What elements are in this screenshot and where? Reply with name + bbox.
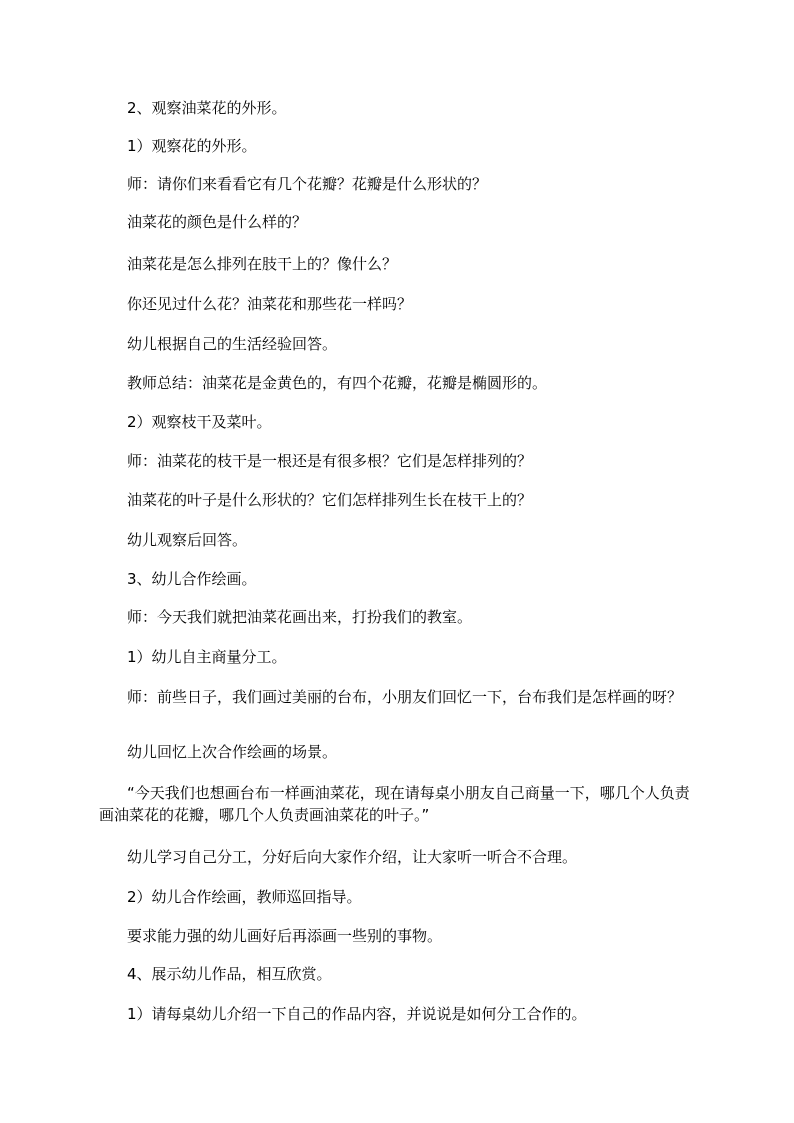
paragraph-question-arrangement: 油菜花是怎么排列在肢干上的？像什么？ bbox=[127, 255, 398, 273]
paragraph-children-division: 幼儿学习自己分工，分好后向大家作介绍，让大家听一听合不合理。 bbox=[127, 848, 578, 866]
paragraph-question-leaves: 油菜花的叶子是什么形状的？它们怎样排列生长在枝干上的？ bbox=[127, 491, 533, 509]
paragraph-question-color: 油菜花的颜色是什么样的？ bbox=[127, 213, 308, 231]
paragraph-children-observe-answer: 幼儿观察后回答。 bbox=[127, 531, 248, 549]
paragraph-teacher-summary: 教师总结：油菜花是金黄色的，有四个花瓣，花瓣是椭圆形的。 bbox=[127, 374, 548, 392]
paragraph-teacher-question-petals: 师：请你们来看看它有几个花瓣？花瓣是什么形状的？ bbox=[127, 175, 488, 193]
subheading-observe-stems-leaves: 2）观察枝干及菜叶。 bbox=[127, 413, 272, 431]
paragraph-teacher-draw-today: 师：今天我们就把油菜花画出来，打扮我们的教室。 bbox=[127, 608, 473, 626]
paragraph-question-stems: 师：油菜花的枝干是一根还是有很多根？它们是怎样排列的？ bbox=[127, 452, 533, 470]
subheading-introduce-works: 1）请每桌幼儿介绍一下自己的作品内容，并说说是如何分工合作的。 bbox=[127, 1005, 587, 1023]
subheading-observe-flower-shape: 1）观察花的外形。 bbox=[127, 137, 257, 155]
section-heading-observe-shape: 2、观察油菜花的外形。 bbox=[127, 99, 287, 117]
subheading-discuss-division: 1）幼儿自主商量分工。 bbox=[127, 648, 287, 666]
paragraph-teacher-recall-tablecloth: 师：前些日子，我们画过美丽的台布，小朋友们回忆一下，台布我们是怎样画的呀？ bbox=[127, 688, 683, 706]
paragraph-children-recall: 幼儿回忆上次合作绘画的场景。 bbox=[127, 743, 338, 761]
paragraph-question-other-flowers: 你还见过什么花？油菜花和那些花一样吗？ bbox=[127, 295, 413, 313]
section-heading-cooperative-drawing: 3、幼儿合作绘画。 bbox=[127, 570, 257, 588]
paragraph-requirement: 要求能力强的幼儿画好后再添画一些别的事物。 bbox=[127, 927, 443, 945]
section-heading-show-works: 4、展示幼儿作品，相互欣赏。 bbox=[127, 965, 332, 983]
subheading-cooperative-drawing-guidance: 2）幼儿合作绘画，教师巡回指导。 bbox=[127, 888, 362, 906]
paragraph-children-answer: 幼儿根据自己的生活经验回答。 bbox=[127, 335, 338, 353]
paragraph-quote-today-draw: “今天我们也想画台布一样画油菜花，现在请每桌小朋友自己商量一下，哪几个人负责画油菜花的花瓣，哪几个人负责画油菜花的叶子。” bbox=[99, 784, 690, 824]
